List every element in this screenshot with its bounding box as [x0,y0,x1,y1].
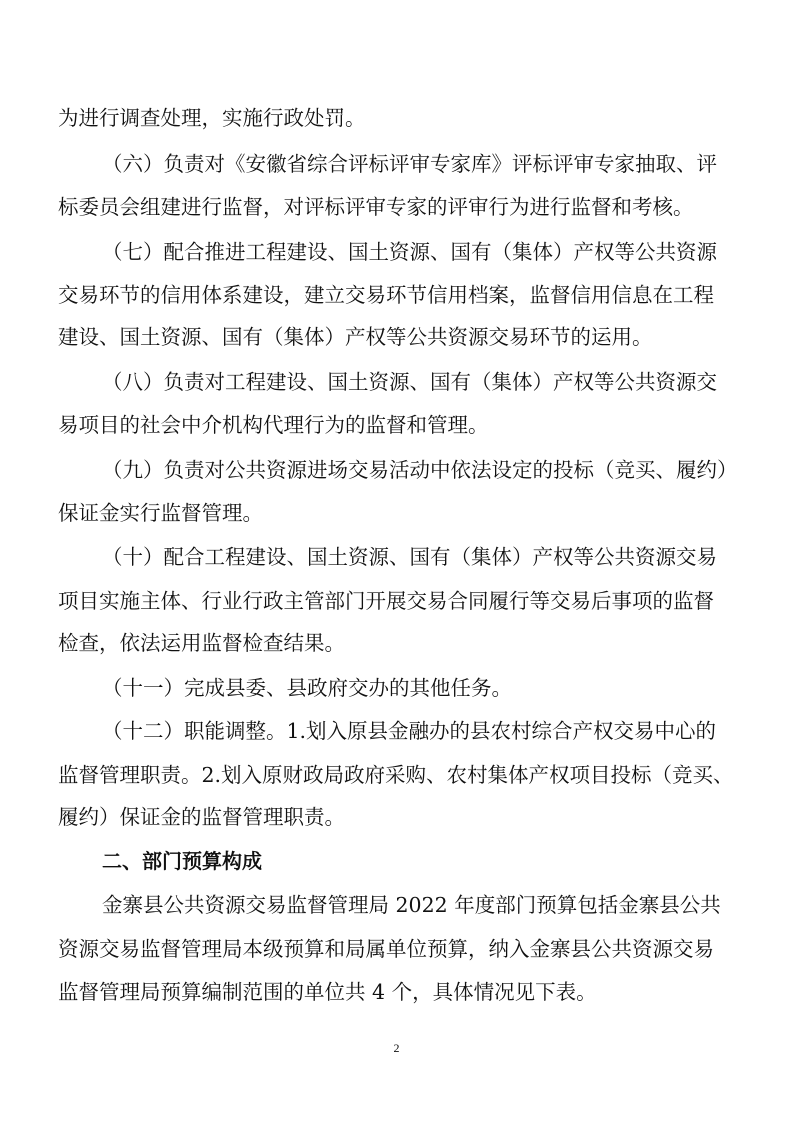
paragraph-7-line-3: 建设、国土资源、国有（集体）产权等公共资源交易环节的运用。 [58,325,653,349]
paragraph-8-line-2: 易项目的社会中介机构代理行为的监督和管理。 [58,413,489,437]
paragraph-10-line-3: 检查，依法运用监督检查结果。 [58,631,345,655]
paragraph-9-line-1: （九）负责对公共资源进场交易活动中依法设定的投标（竞买、履约） [102,458,738,482]
closing-paragraph-line-3: 监督管理局预算编制范围的单位共 4 个，具体情况见下表。 [58,980,597,1004]
paragraph-7-line-1: （七）配合推进工程建设、国土资源、国有（集体）产权等公共资源 [102,240,717,264]
paragraph-continuation-line: 为进行调查处理，实施行政处罚。 [58,106,366,130]
section-heading: 二、部门预算构成 [102,849,262,873]
paragraph-10-line-2: 项目实施主体、行业行政主管部门开展交易合同履行等交易后事项的监督 [58,589,714,613]
paragraph-6-line-2: 标委员会组建进行监督，对评标评审专家的评审行为进行监督和考核。 [58,195,694,219]
closing-paragraph-line-1: 金寨县公共资源交易监督管理局 2022 年度部门预算包括金寨县公共 [102,893,721,917]
paragraph-12-line-1: （十二）职能调整。1.划入原县金融办的县农村综合产权交易中心的 [102,719,717,743]
paragraph-12-line-2: 监督管理职责。2.划入原财政局政府采购、农村集体产权项目投标（竞买、 [58,763,734,787]
paragraph-11-line-1: （十一）完成县委、县政府交办的其他任务。 [102,676,512,700]
paragraph-9-line-2: 保证金实行监督管理。 [58,501,263,525]
paragraph-6-line-1: （六）负责对《安徽省综合评标评审专家库》评标评审专家抽取、评 [102,152,717,176]
closing-paragraph-line-2: 资源交易监督管理局本级预算和局属单位预算，纳入金寨县公共资源交易 [58,937,714,961]
paragraph-10-line-1: （十）配合工程建设、国土资源、国有（集体）产权等公共资源交易 [102,545,717,569]
paragraph-7-line-2: 交易环节的信用体系建设，建立交易环节信用档案，监督信用信息在工程 [58,283,714,307]
page-number: 2 [393,1041,400,1055]
paragraph-8-line-1: （八）负责对工程建设、国土资源、国有（集体）产权等公共资源交 [102,370,717,394]
paragraph-12-line-3: 履约）保证金的监督管理职责。 [58,805,345,829]
